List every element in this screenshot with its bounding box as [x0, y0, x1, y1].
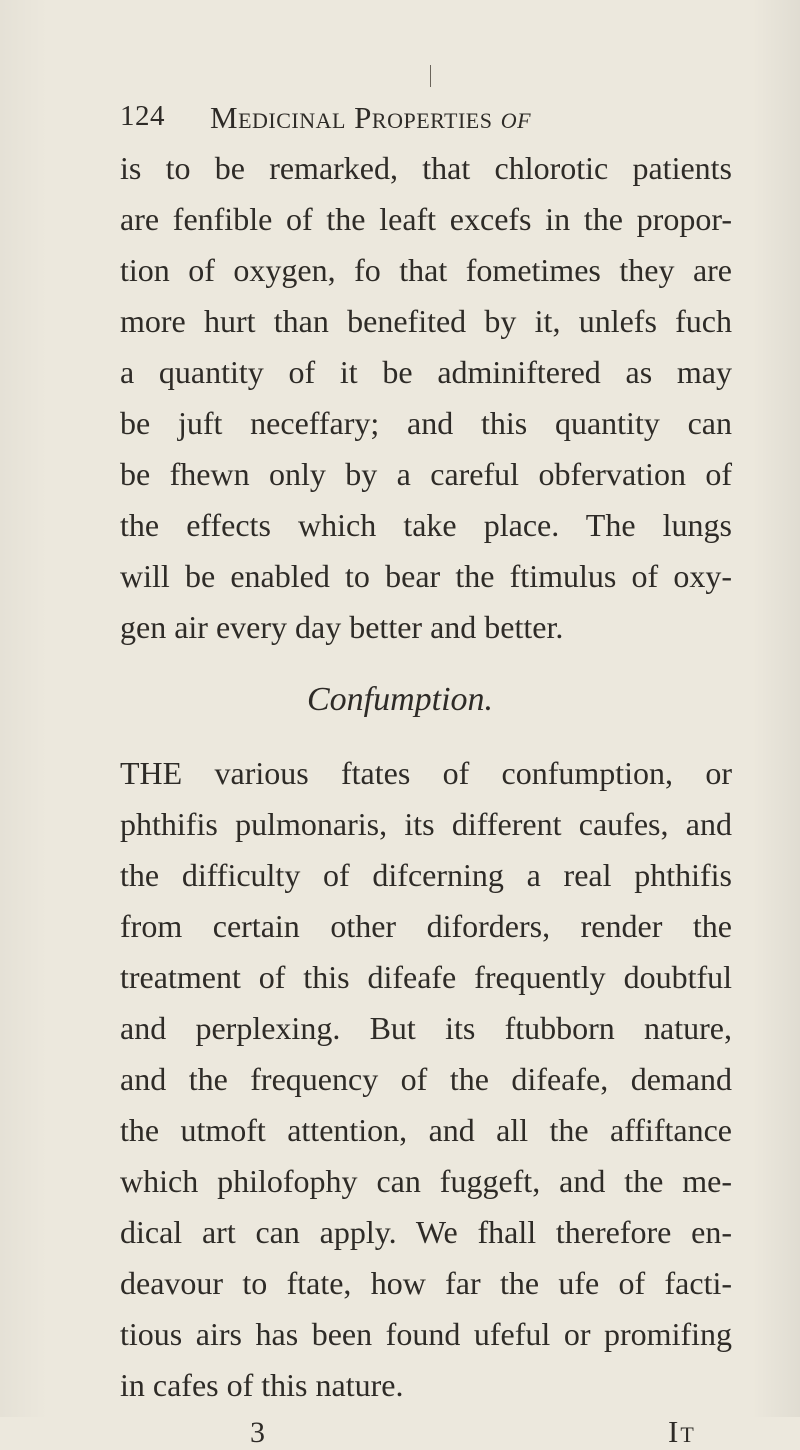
text-line: treatment of this difeafe frequently doubtful — [120, 959, 732, 995]
section-heading: Confumption. — [306, 681, 494, 718]
text-line: which philofophy can fuggeft, and the me- — [120, 1163, 732, 1199]
text-line: tion of oxygen, fo that fometimes they are — [120, 252, 732, 288]
catchword: It — [668, 1414, 696, 1449]
text-line: and the frequency of the difeafe, demand — [120, 1061, 732, 1097]
text-line: the effects which take place. The lungs — [120, 507, 732, 543]
text-line: the utmoft attention, and all the affiftance — [120, 1112, 732, 1148]
page-mark — [430, 65, 431, 87]
running-title-suffix: of — [500, 100, 532, 135]
text-line: a quantity of it be adminiftered as may — [120, 354, 732, 390]
text-line: deavour to ftate, how far the ufe of facti- — [120, 1265, 732, 1301]
text-line: and perplexing. But its ftubborn nature, — [120, 1010, 732, 1046]
text-line: the difficulty of difcerning a real phthifis — [120, 857, 732, 893]
text-line: tious airs has been found ufeful or promifing — [120, 1316, 732, 1352]
text-line: will be enabled to bear the ftimulus of oxy- — [120, 558, 732, 594]
text-line: gen air every day better and better. — [120, 609, 564, 645]
text-line: is to be remarked, that chlorotic patients — [120, 150, 732, 186]
running-header — [120, 100, 700, 150]
running-title — [210, 100, 531, 136]
text-line: dical art can apply. We fhall therefore en- — [120, 1214, 732, 1250]
text-line: are fenfible of the leaft excefs in the propor- — [120, 201, 732, 237]
text-line: phthifis pulmonaris, its different caufes, and — [120, 806, 732, 842]
signature-mark: 3 — [250, 1416, 265, 1449]
running-title-text: Medicinal Properties — [210, 100, 493, 135]
text-line: from certain other diforders, render the — [120, 908, 732, 944]
text-line: in cafes of this nature. — [120, 1367, 404, 1403]
text-line: be fhewn only by a careful obfervation of — [120, 456, 732, 492]
text-line: be juft neceffary; and this quantity can — [120, 405, 732, 441]
text-line: THE various ftates of confumption, or — [120, 755, 732, 791]
text-line: more hurt than benefited by it, unlefs fuch — [120, 303, 732, 339]
page-number: 124 — [120, 100, 165, 132]
